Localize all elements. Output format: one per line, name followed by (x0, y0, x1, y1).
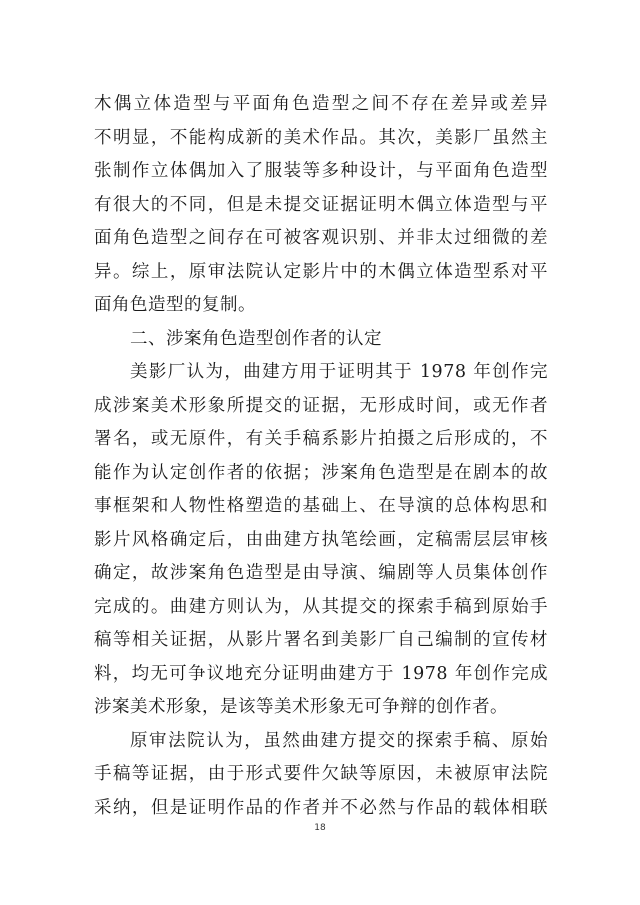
text-line: 有很大的不同，但是未提交证据证明木偶立体造型与平 (94, 194, 548, 215)
text-line: 涉案美术形象，是该等美术形象无可争辩的创作者。 (94, 697, 508, 717)
paragraph-start: 原审法院认为，虽然曲建方提交的探索手稿、原始 (130, 730, 548, 751)
text-line: 面角色造型的复制。 (94, 295, 256, 315)
page-number: 18 (314, 823, 326, 833)
text-line: 张制作立体偶加入了服装等多种设计，与平面角色造型 (94, 161, 548, 181)
text-line: 面角色造型之间存在可被客观识别、并非太过细微的差 (94, 228, 548, 248)
text-line: 不明显，不能构成新的美术作品。其次，美影厂虽然主 (94, 127, 548, 148)
paragraph-start: 美影厂认为，曲建方用于证明其于 1978 年创作完 (130, 362, 548, 382)
text-line: 手稿等证据，由于形式要件欠缺等原因，未被原审法院 (94, 764, 548, 784)
section-heading: 二、涉案角色造型创作者的认定 (130, 328, 382, 349)
text-line: 成涉案美术形象所提交的证据，无形成时间，或无作者 (94, 395, 548, 416)
text-line: 影片风格确定后，由曲建方执笔绘画，定稿需层层审核 (94, 529, 548, 550)
text-line: 异。综上，原审法院认定影片中的木偶立体造型系对平 (94, 261, 548, 282)
text-line: 采纳，但是证明作品的作者并不必然与作品的载体相联 (94, 797, 548, 818)
text-line: 事框架和人物性格塑造的基础上、在导演的总体构思和 (94, 496, 548, 516)
body-text (94, 88, 548, 825)
text-line: 署名，或无原件，有关手稿系影片拍摄之后形成的，不 (94, 429, 548, 449)
text-line: 完成的。曲建方则认为，从其提交的探索手稿到原始手 (94, 596, 548, 617)
text-line: 确定，故涉案角色造型是由导演、编剧等人员集体创作 (94, 563, 548, 583)
text-line: 料，均无可争议地充分证明曲建方于 1978 年创作完成 (94, 663, 548, 684)
text-line: 稿等相关证据，从影片署名到美影厂自己编制的宣传材 (94, 630, 548, 650)
text-line: 能作为认定创作者的依据；涉案角色造型是在剧本的故 (94, 462, 548, 483)
text-line: 木偶立体造型与平面角色造型之间不存在差异或差异 (94, 94, 548, 114)
